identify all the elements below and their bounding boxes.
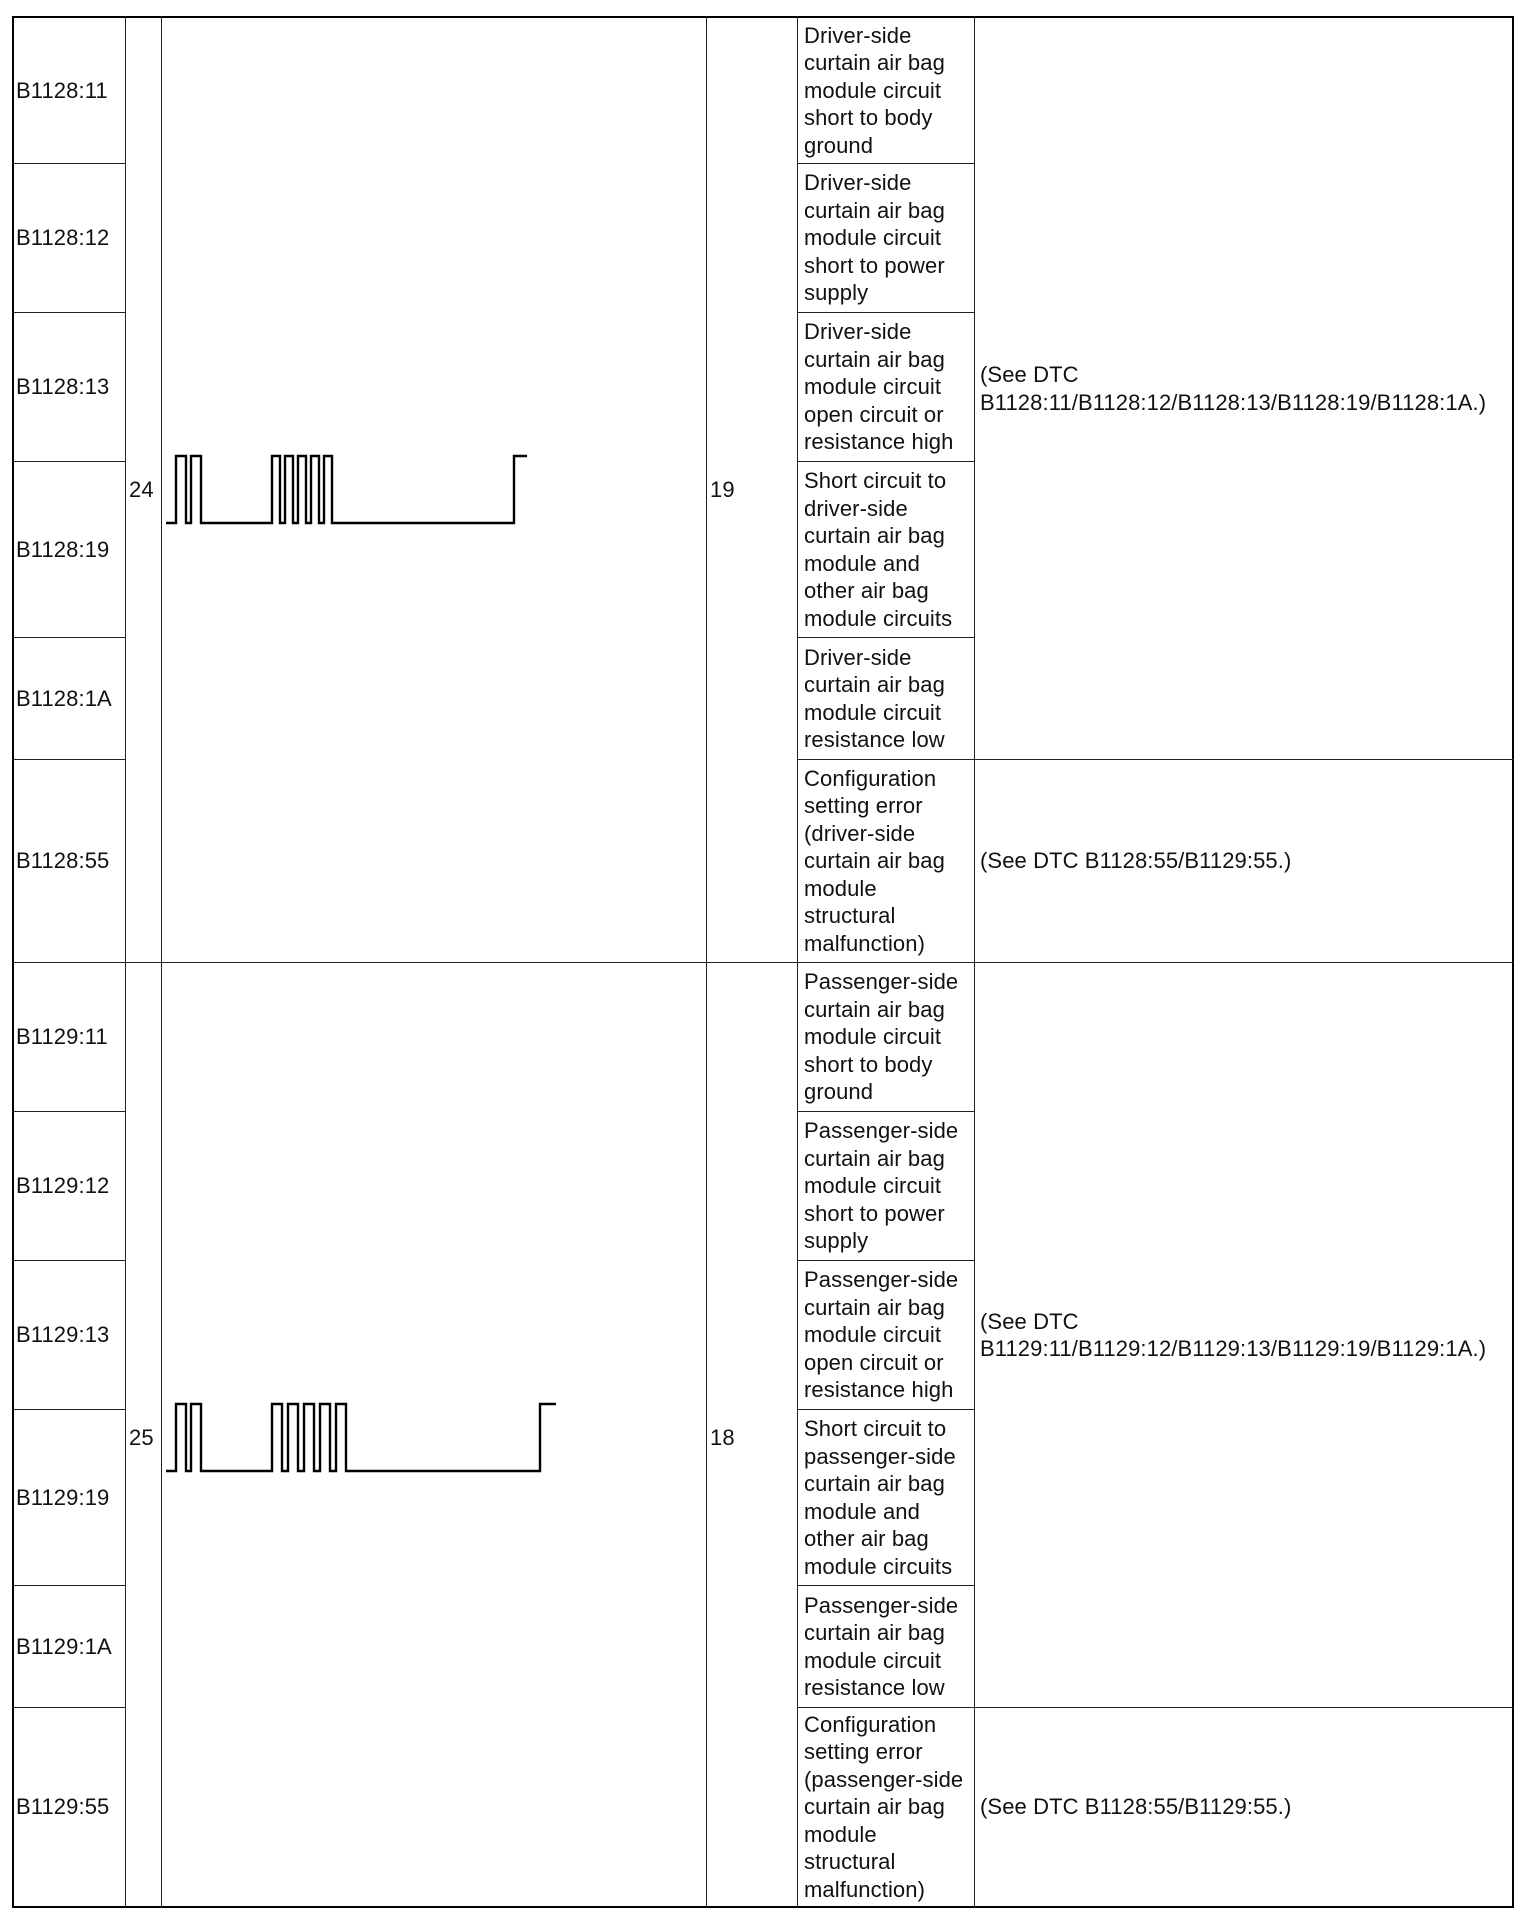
- reference-text: (See DTC B1128:55/B1129:55.): [980, 1794, 1292, 1820]
- dtc-code: B1129:55: [16, 1794, 110, 1820]
- terminal-number: 19: [710, 477, 735, 503]
- description-text: Short circuit to passenger-side curtain air bag module and other air bag module circuits: [804, 1416, 956, 1579]
- dtc-code: B1128:19: [16, 536, 110, 562]
- dtc-code: B1128:11: [16, 77, 108, 103]
- description-text: Passenger-side curtain air bag module circuit short to body ground: [804, 969, 959, 1105]
- dtc-code: B1129:19: [16, 1484, 110, 1510]
- reference-text: (See DTC B1128:11/B1128:12/B1128:13/B1128:19/B1128:1A.): [980, 362, 1487, 415]
- dtc-code: B1129:11: [16, 1024, 108, 1050]
- dtc-code: B1129:13: [16, 1322, 110, 1348]
- description-text: Short circuit to driver-side curtain air bag module and other air bag module circuits: [804, 468, 953, 631]
- description-text: Driver-side curtain air bag module circuit short to body ground: [804, 22, 945, 158]
- pin-number: 25: [129, 1425, 154, 1451]
- dtc-code: B1128:12: [16, 225, 110, 251]
- pin-number: 24: [129, 477, 154, 503]
- dtc-code: B1128:13: [16, 374, 110, 400]
- dtc-code: B1128:55: [16, 848, 110, 874]
- dtc-code: B1129:12: [16, 1173, 110, 1199]
- description-text: Driver-side curtain air bag module circuit resistance low: [804, 644, 945, 752]
- reference-text: (See DTC B1128:55/B1129:55.): [980, 848, 1292, 874]
- terminal-number: 18: [710, 1425, 735, 1451]
- dtc-code: B1129:1A: [16, 1633, 112, 1659]
- description-text: Passenger-side curtain air bag module circuit resistance low: [804, 1592, 959, 1700]
- description-text: Configuration setting error (passenger-side curtain air bag module structural malfunction): [804, 1711, 964, 1902]
- dtc-code: B1128:1A: [16, 685, 112, 711]
- description-text: Driver-side curtain air bag module circuit open circuit or resistance high: [804, 319, 954, 455]
- description-text: Driver-side curtain air bag module circuit short to power supply: [804, 170, 945, 306]
- reference-text: (See DTC B1129:11/B1129:12/B1129:13/B1129:19/B1129:1A.): [980, 1308, 1487, 1361]
- pulse-waveform: [164, 448, 536, 530]
- pulse-waveform: [164, 1396, 564, 1478]
- description-text: Passenger-side curtain air bag module circuit open circuit or resistance high: [804, 1267, 959, 1403]
- description-text: Configuration setting error (driver-side curtain air bag module structural malfunction): [804, 765, 945, 956]
- description-text: Passenger-side curtain air bag module circuit short to power supply: [804, 1118, 959, 1254]
